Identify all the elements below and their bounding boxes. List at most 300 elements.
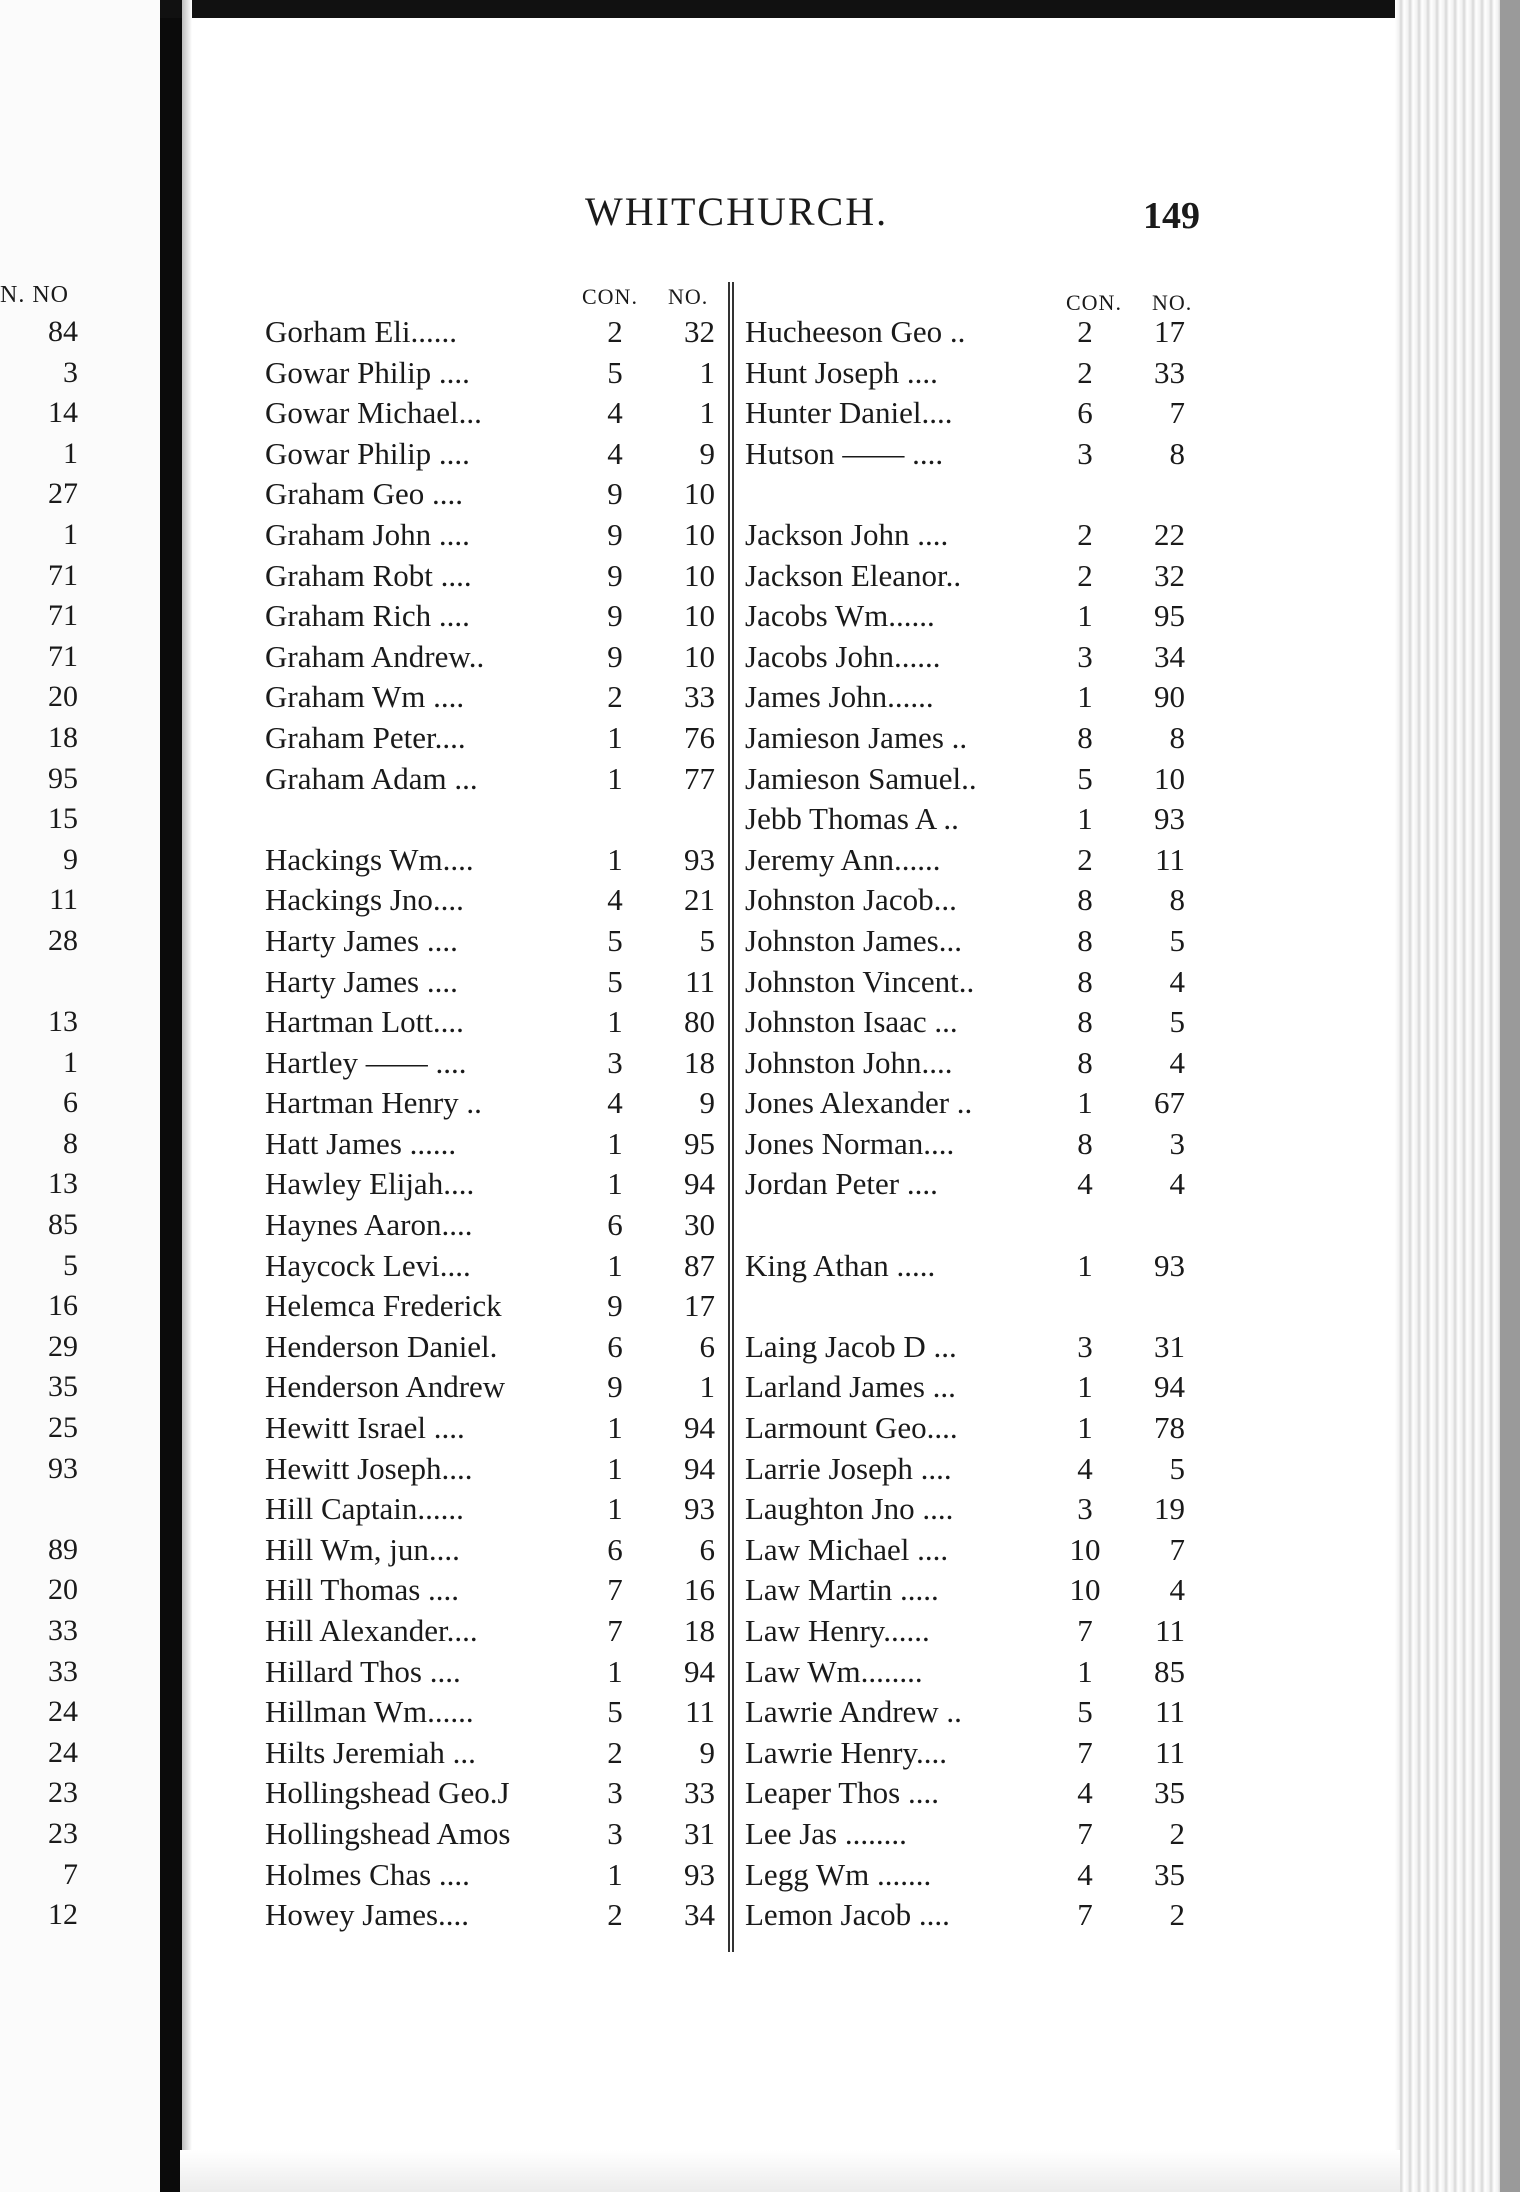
table-row bbox=[745, 393, 1195, 434]
resident-name: Helemca Frederick bbox=[265, 1288, 502, 1324]
table-row bbox=[265, 1002, 725, 1043]
lot-number: 34 bbox=[1154, 638, 1185, 674]
lot-number: 8 bbox=[1169, 435, 1185, 471]
lot-number: 4 bbox=[1169, 1572, 1185, 1608]
table-row bbox=[265, 1692, 725, 1733]
table-row bbox=[745, 515, 1195, 556]
concession-number: 5 bbox=[607, 354, 623, 390]
resident-name: Hartman Lott.... bbox=[265, 1004, 464, 1040]
resident-name: Hollingshead Geo.J bbox=[265, 1775, 510, 1811]
resident-name: Graham John .... bbox=[265, 516, 470, 552]
resident-name: Lawrie Andrew .. bbox=[745, 1694, 962, 1730]
concession-number: 7 bbox=[1077, 1613, 1093, 1648]
resident-name: Howey James.... bbox=[265, 1897, 470, 1933]
resident-name: Hill Thomas .... bbox=[265, 1572, 460, 1608]
table-row bbox=[265, 312, 725, 353]
concession-number: 1 bbox=[607, 1004, 623, 1040]
lot-number: 10 bbox=[684, 516, 715, 552]
resident-name: Johnston Isaac ... bbox=[745, 1004, 958, 1040]
concession-number: 4 bbox=[1077, 1775, 1093, 1811]
lot-number: 94 bbox=[684, 1450, 715, 1486]
table-row bbox=[265, 474, 725, 515]
lot-number: 94 bbox=[684, 1410, 715, 1446]
concession-number: 1 bbox=[607, 1491, 623, 1527]
concession-number: 9 bbox=[607, 557, 623, 593]
resident-name: Hatt James ...... bbox=[265, 1125, 457, 1161]
facing-page-number: 35 bbox=[48, 1370, 78, 1404]
facing-page-number: 24 bbox=[48, 1735, 78, 1769]
resident-name: Jamieson James .. bbox=[745, 719, 968, 755]
table-row bbox=[745, 1083, 1195, 1124]
resident-name: Jacobs Wm...... bbox=[745, 598, 935, 634]
facing-page-number: 1 bbox=[63, 517, 78, 551]
table-row bbox=[745, 1449, 1195, 1490]
table-row bbox=[265, 677, 725, 718]
lot-number: 7 bbox=[1169, 395, 1185, 431]
facing-page-number: 13 bbox=[48, 1167, 78, 1201]
lot-number: 5 bbox=[699, 922, 715, 958]
table-row bbox=[745, 353, 1195, 394]
lot-number: 93 bbox=[1154, 801, 1185, 837]
concession-number: 8 bbox=[1077, 963, 1093, 999]
resident-name: Jackson Eleanor.. bbox=[745, 557, 962, 593]
table-row bbox=[265, 1367, 725, 1408]
facing-page-number: 24 bbox=[48, 1695, 78, 1729]
concession-number: 3 bbox=[1077, 1491, 1093, 1527]
concession-number: 2 bbox=[1077, 314, 1093, 349]
facing-page-number: 20 bbox=[48, 680, 78, 714]
resident-name: Gowar Philip .... bbox=[265, 435, 470, 471]
lot-number: 34 bbox=[684, 1897, 715, 1933]
concession-number: 8 bbox=[1077, 882, 1093, 918]
running-head: WHITCHURCH. bbox=[585, 189, 889, 234]
resident-name: Johnston Jacob... bbox=[745, 882, 957, 918]
lot-number: 10 bbox=[684, 557, 715, 593]
concession-number: 3 bbox=[607, 1775, 623, 1811]
resident-name: Jacobs John...... bbox=[745, 638, 941, 674]
lot-number: 6 bbox=[699, 1328, 715, 1364]
facing-page-number: 71 bbox=[48, 639, 78, 673]
concession-number: 1 bbox=[1077, 679, 1093, 715]
facing-page-number: 6 bbox=[63, 1086, 78, 1120]
lot-number: 1 bbox=[699, 1369, 715, 1405]
resident-name: Hawley Elijah.... bbox=[265, 1166, 475, 1202]
resident-name: Graham Robt .... bbox=[265, 557, 472, 593]
resident-name: Laing Jacob D ... bbox=[745, 1328, 957, 1364]
lot-number: 80 bbox=[684, 1004, 715, 1040]
table-row bbox=[265, 1611, 725, 1652]
resident-name: Laughton Jno .... bbox=[745, 1491, 954, 1527]
lot-number: 4 bbox=[1169, 1166, 1185, 1202]
resident-name: Jeremy Ann...... bbox=[745, 841, 941, 877]
concession-number: 3 bbox=[607, 1044, 623, 1080]
resident-name: Jebb Thomas A .. bbox=[745, 801, 959, 837]
facing-page-number: 16 bbox=[48, 1289, 78, 1323]
table-row bbox=[265, 799, 725, 840]
lot-number: 17 bbox=[684, 1288, 715, 1324]
facing-page-number: 23 bbox=[48, 1776, 78, 1810]
concession-number: 6 bbox=[607, 1328, 623, 1364]
table-row bbox=[745, 1570, 1195, 1611]
lot-number: 5 bbox=[1169, 1450, 1185, 1486]
resident-name: Harty James .... bbox=[265, 963, 458, 999]
facing-page-number: 89 bbox=[48, 1532, 78, 1566]
lot-number: 6 bbox=[699, 1531, 715, 1567]
lot-number: 1 bbox=[699, 395, 715, 431]
resident-name: Hollingshead Amos bbox=[265, 1815, 511, 1851]
facing-page-number: 15 bbox=[48, 802, 78, 836]
table-row bbox=[265, 1489, 725, 1530]
resident-name: Law Michael .... bbox=[745, 1531, 949, 1567]
table-row bbox=[265, 1570, 725, 1611]
concession-number: 3 bbox=[607, 1815, 623, 1851]
lot-number: 67 bbox=[1154, 1085, 1185, 1121]
table-row bbox=[265, 1408, 725, 1449]
facing-page-number bbox=[0, 1489, 78, 1530]
table-row bbox=[745, 1043, 1195, 1084]
resident-name: Haycock Levi.... bbox=[265, 1247, 471, 1283]
concession-number: 5 bbox=[607, 922, 623, 958]
table-row bbox=[265, 1043, 725, 1084]
table-row bbox=[745, 312, 1195, 353]
concession-number: 2 bbox=[607, 1897, 623, 1933]
facing-page-number: 1 bbox=[63, 1045, 78, 1079]
resident-name: Gowar Michael... bbox=[265, 395, 482, 431]
concession-number: 8 bbox=[1077, 1004, 1093, 1040]
resident-name: Jones Norman.... bbox=[745, 1125, 955, 1161]
lot-number: 35 bbox=[1154, 1856, 1185, 1892]
table-row bbox=[265, 1773, 725, 1814]
concession-number: 2 bbox=[1077, 841, 1093, 877]
table-row bbox=[745, 1408, 1195, 1449]
concession-number: 4 bbox=[607, 882, 623, 918]
facing-page-number: 5 bbox=[63, 1248, 78, 1282]
resident-name: Graham Peter.... bbox=[265, 719, 466, 755]
concession-number: 9 bbox=[607, 598, 623, 634]
table-row bbox=[745, 1124, 1195, 1165]
facing-page-number: 13 bbox=[48, 1005, 78, 1039]
concession-number: 1 bbox=[607, 760, 623, 796]
table-row bbox=[745, 1327, 1195, 1368]
lot-number: 9 bbox=[699, 1085, 715, 1121]
lot-number: 10 bbox=[1154, 760, 1185, 796]
lot-number: 94 bbox=[1154, 1369, 1185, 1405]
table-row bbox=[265, 1286, 725, 1327]
lot-number: 93 bbox=[684, 841, 715, 877]
right-column bbox=[745, 312, 1195, 1936]
table-row bbox=[265, 637, 725, 678]
resident-name: Lawrie Henry.... bbox=[745, 1734, 947, 1770]
concession-number: 1 bbox=[1077, 1369, 1093, 1405]
table-row bbox=[745, 1164, 1195, 1205]
concession-number: 7 bbox=[607, 1613, 623, 1648]
facing-page-number: 71 bbox=[48, 558, 78, 592]
concession-number: 3 bbox=[1077, 638, 1093, 674]
resident-name: Graham Geo .... bbox=[265, 476, 463, 512]
resident-name: Graham Rich .... bbox=[265, 598, 470, 634]
left-column-no-header: NO. bbox=[668, 284, 709, 309]
table-row bbox=[745, 1773, 1195, 1814]
lot-number: 33 bbox=[684, 1775, 715, 1811]
table-row bbox=[745, 840, 1195, 881]
lot-number: 93 bbox=[684, 1491, 715, 1527]
lot-number: 95 bbox=[1154, 598, 1185, 634]
concession-number: 8 bbox=[1077, 1044, 1093, 1080]
concession-number: 7 bbox=[1077, 1815, 1093, 1851]
lot-number: 9 bbox=[699, 1734, 715, 1770]
concession-number: 2 bbox=[607, 1734, 623, 1770]
lot-number: 90 bbox=[1154, 679, 1185, 715]
resident-name: Jamieson Samuel.. bbox=[745, 760, 977, 796]
lot-number: 11 bbox=[1155, 841, 1185, 877]
concession-number: 5 bbox=[1077, 1694, 1093, 1730]
lot-number: 94 bbox=[684, 1166, 715, 1202]
facing-page-number: 20 bbox=[48, 1573, 78, 1607]
top-edge bbox=[160, 0, 1400, 18]
lot-number: 33 bbox=[1154, 354, 1185, 390]
facing-page-number: 28 bbox=[48, 923, 78, 957]
resident-name: Henderson Andrew bbox=[265, 1369, 506, 1405]
concession-number: 7 bbox=[607, 1572, 623, 1608]
concession-number: 4 bbox=[607, 1085, 623, 1121]
resident-name: Hutson —— .... bbox=[745, 435, 944, 471]
resident-name: Law Martin ..... bbox=[745, 1572, 939, 1608]
lot-number: 35 bbox=[1154, 1775, 1185, 1811]
facing-page-number: 23 bbox=[48, 1816, 78, 1850]
concession-number: 1 bbox=[607, 1856, 623, 1892]
concession-number: 1 bbox=[607, 719, 623, 755]
table-row bbox=[265, 1083, 725, 1124]
resident-name: Harty James .... bbox=[265, 922, 458, 958]
lot-number: 85 bbox=[1154, 1653, 1185, 1689]
right-column-no-header: NO. bbox=[1152, 290, 1193, 315]
resident-name: Johnston John.... bbox=[745, 1044, 953, 1080]
concession-number: 6 bbox=[607, 1207, 623, 1243]
concession-number: 1 bbox=[1077, 1410, 1093, 1446]
concession-number: 8 bbox=[1077, 1125, 1093, 1161]
resident-name: Hunter Daniel.... bbox=[745, 395, 953, 431]
resident-name: Leaper Thos .... bbox=[745, 1775, 939, 1811]
resident-name: Hartley —— .... bbox=[265, 1044, 467, 1080]
lot-number: 76 bbox=[684, 719, 715, 755]
concession-number: 1 bbox=[1077, 1247, 1093, 1283]
resident-name: Hucheeson Geo .. bbox=[745, 314, 966, 349]
lot-number: 33 bbox=[684, 679, 715, 715]
facing-page-number: 14 bbox=[48, 396, 78, 430]
table-row bbox=[745, 556, 1195, 597]
facing-page-numbers bbox=[0, 312, 78, 1936]
table-row bbox=[745, 962, 1195, 1003]
facing-page-number: 11 bbox=[49, 883, 78, 917]
lot-number: 11 bbox=[685, 963, 715, 999]
concession-number: 7 bbox=[1077, 1734, 1093, 1770]
concession-number: 2 bbox=[1077, 516, 1093, 552]
lot-number: 93 bbox=[684, 1856, 715, 1892]
facing-page-number: 9 bbox=[63, 842, 78, 876]
resident-name: Larrie Joseph .... bbox=[745, 1450, 952, 1486]
concession-number: 1 bbox=[1077, 1653, 1093, 1689]
resident-name: Hewitt Joseph.... bbox=[265, 1450, 473, 1486]
table-row bbox=[265, 515, 725, 556]
lot-number: 2 bbox=[1169, 1897, 1185, 1933]
book-gutter bbox=[160, 0, 182, 2192]
lot-number: 16 bbox=[684, 1572, 715, 1608]
facing-page-number: 84 bbox=[48, 315, 78, 348]
table-row bbox=[745, 921, 1195, 962]
concession-number: 1 bbox=[1077, 801, 1093, 837]
table-row bbox=[745, 718, 1195, 759]
page-edge-shadow bbox=[1500, 0, 1520, 2192]
table-row bbox=[265, 1530, 725, 1571]
concession-number: 1 bbox=[607, 1653, 623, 1689]
resident-name: Hewitt Israel .... bbox=[265, 1410, 465, 1446]
concession-number: 9 bbox=[607, 476, 623, 512]
concession-number: 8 bbox=[1077, 922, 1093, 958]
concession-number: 5 bbox=[607, 1694, 623, 1730]
lot-number: 10 bbox=[684, 598, 715, 634]
resident-name: Hill Wm, jun.... bbox=[265, 1531, 460, 1567]
lot-number: 10 bbox=[684, 476, 715, 512]
resident-name: Graham Wm .... bbox=[265, 679, 465, 715]
lot-number: 32 bbox=[684, 314, 715, 349]
concession-number: 1 bbox=[1077, 598, 1093, 634]
lot-number: 78 bbox=[1154, 1410, 1185, 1446]
concession-number: 3 bbox=[1077, 435, 1093, 471]
resident-name: Haynes Aaron.... bbox=[265, 1207, 473, 1243]
lot-number: 2 bbox=[1169, 1815, 1185, 1851]
concession-number: 10 bbox=[1069, 1531, 1101, 1567]
resident-name: Hill Captain...... bbox=[265, 1491, 464, 1527]
concession-number: 2 bbox=[1077, 354, 1093, 390]
facing-page-number: 7 bbox=[63, 1857, 78, 1891]
table-row bbox=[265, 1164, 725, 1205]
lot-number: 32 bbox=[1154, 557, 1185, 593]
resident-name: Gowar Philip .... bbox=[265, 354, 470, 390]
table-row bbox=[745, 1002, 1195, 1043]
table-row bbox=[745, 799, 1195, 840]
lot-number: 77 bbox=[684, 760, 715, 796]
resident-name: Jackson John .... bbox=[745, 516, 949, 552]
facing-page-number: 25 bbox=[48, 1411, 78, 1445]
concession-number: 9 bbox=[607, 516, 623, 552]
resident-name: Lee Jas ........ bbox=[745, 1815, 907, 1851]
facing-page-number: 33 bbox=[48, 1654, 78, 1688]
lot-number: 9 bbox=[699, 435, 715, 471]
table-row bbox=[265, 1814, 725, 1855]
concession-number: 4 bbox=[1077, 1856, 1093, 1892]
concession-number: 1 bbox=[607, 1125, 623, 1161]
lot-number: 19 bbox=[1154, 1491, 1185, 1527]
concession-number: 6 bbox=[1077, 395, 1093, 431]
resident-name: Legg Wm ....... bbox=[745, 1856, 932, 1892]
table-row bbox=[745, 1367, 1195, 1408]
resident-name: Hartman Henry .. bbox=[265, 1085, 482, 1121]
table-row bbox=[745, 1530, 1195, 1571]
resident-name: Holmes Chas .... bbox=[265, 1856, 470, 1892]
table-row bbox=[265, 1205, 725, 1246]
table-row bbox=[265, 434, 725, 475]
concession-number: 8 bbox=[1077, 719, 1093, 755]
resident-name: Larland James ... bbox=[745, 1369, 956, 1405]
concession-number: 1 bbox=[607, 1166, 623, 1202]
lot-number: 30 bbox=[684, 1207, 715, 1243]
table-row bbox=[265, 1449, 725, 1490]
table-row bbox=[745, 1733, 1195, 1774]
lot-number: 5 bbox=[1169, 1004, 1185, 1040]
concession-number: 1 bbox=[607, 1410, 623, 1446]
table-row bbox=[265, 759, 725, 800]
concession-number: 1 bbox=[607, 1247, 623, 1283]
table-row bbox=[745, 434, 1195, 475]
table-row bbox=[265, 596, 725, 637]
facing-page-number: 29 bbox=[48, 1329, 78, 1363]
concession-number: 5 bbox=[607, 963, 623, 999]
table-row bbox=[265, 718, 725, 759]
lot-number: 11 bbox=[1155, 1694, 1185, 1730]
resident-name: Hackings Wm.... bbox=[265, 841, 474, 877]
table-row bbox=[265, 921, 725, 962]
lot-number: 17 bbox=[1154, 314, 1185, 349]
facing-page-number: 8 bbox=[63, 1126, 78, 1160]
lot-number: 10 bbox=[684, 638, 715, 674]
column-divider bbox=[728, 282, 734, 1952]
page-number: 149 bbox=[1143, 195, 1200, 237]
lot-number: 4 bbox=[1169, 1044, 1185, 1080]
table-row bbox=[265, 1895, 725, 1936]
lot-number: 11 bbox=[1155, 1734, 1185, 1770]
resident-name: Henderson Daniel. bbox=[265, 1328, 498, 1364]
resident-name: James John...... bbox=[745, 679, 934, 715]
table-row bbox=[265, 962, 725, 1003]
concession-number: 2 bbox=[607, 314, 623, 349]
concession-number: 6 bbox=[607, 1531, 623, 1567]
left-column-con-header: CON. bbox=[582, 284, 638, 309]
table-row bbox=[745, 1611, 1195, 1652]
lot-number: 31 bbox=[1154, 1328, 1185, 1364]
facing-page-number: 1 bbox=[63, 436, 78, 470]
concession-number: 9 bbox=[607, 1288, 623, 1324]
table-row bbox=[265, 1124, 725, 1165]
table-row bbox=[745, 1246, 1195, 1287]
table-row bbox=[265, 1652, 725, 1693]
facing-page-number: 33 bbox=[48, 1614, 78, 1647]
table-row bbox=[745, 1895, 1195, 1936]
resident-name: Gorham Eli...... bbox=[265, 314, 457, 349]
left-column bbox=[265, 312, 725, 1936]
lot-number: 11 bbox=[1155, 1613, 1185, 1648]
resident-name: King Athan ..... bbox=[745, 1247, 936, 1283]
table-row bbox=[265, 880, 725, 921]
resident-name: Johnston James... bbox=[745, 922, 962, 958]
lot-number: 22 bbox=[1154, 516, 1185, 552]
resident-name: Law Henry...... bbox=[745, 1613, 930, 1648]
resident-name: Hunt Joseph .... bbox=[745, 354, 938, 390]
lot-number: 8 bbox=[1169, 882, 1185, 918]
concession-number: 1 bbox=[607, 841, 623, 877]
table-row bbox=[265, 556, 725, 597]
table-row bbox=[265, 1327, 725, 1368]
facing-page-number: 85 bbox=[48, 1208, 78, 1242]
resident-name: Hill Alexander.... bbox=[265, 1613, 478, 1648]
facing-page-number: 3 bbox=[63, 355, 78, 389]
resident-name: Hilts Jeremiah ... bbox=[265, 1734, 476, 1770]
resident-name: Hackings Jno.... bbox=[265, 882, 464, 918]
resident-name: Larmount Geo.... bbox=[745, 1410, 958, 1446]
lot-number: 21 bbox=[684, 882, 715, 918]
facing-page-number: 71 bbox=[48, 599, 78, 633]
lot-number: 1 bbox=[699, 354, 715, 390]
lot-number: 5 bbox=[1169, 922, 1185, 958]
